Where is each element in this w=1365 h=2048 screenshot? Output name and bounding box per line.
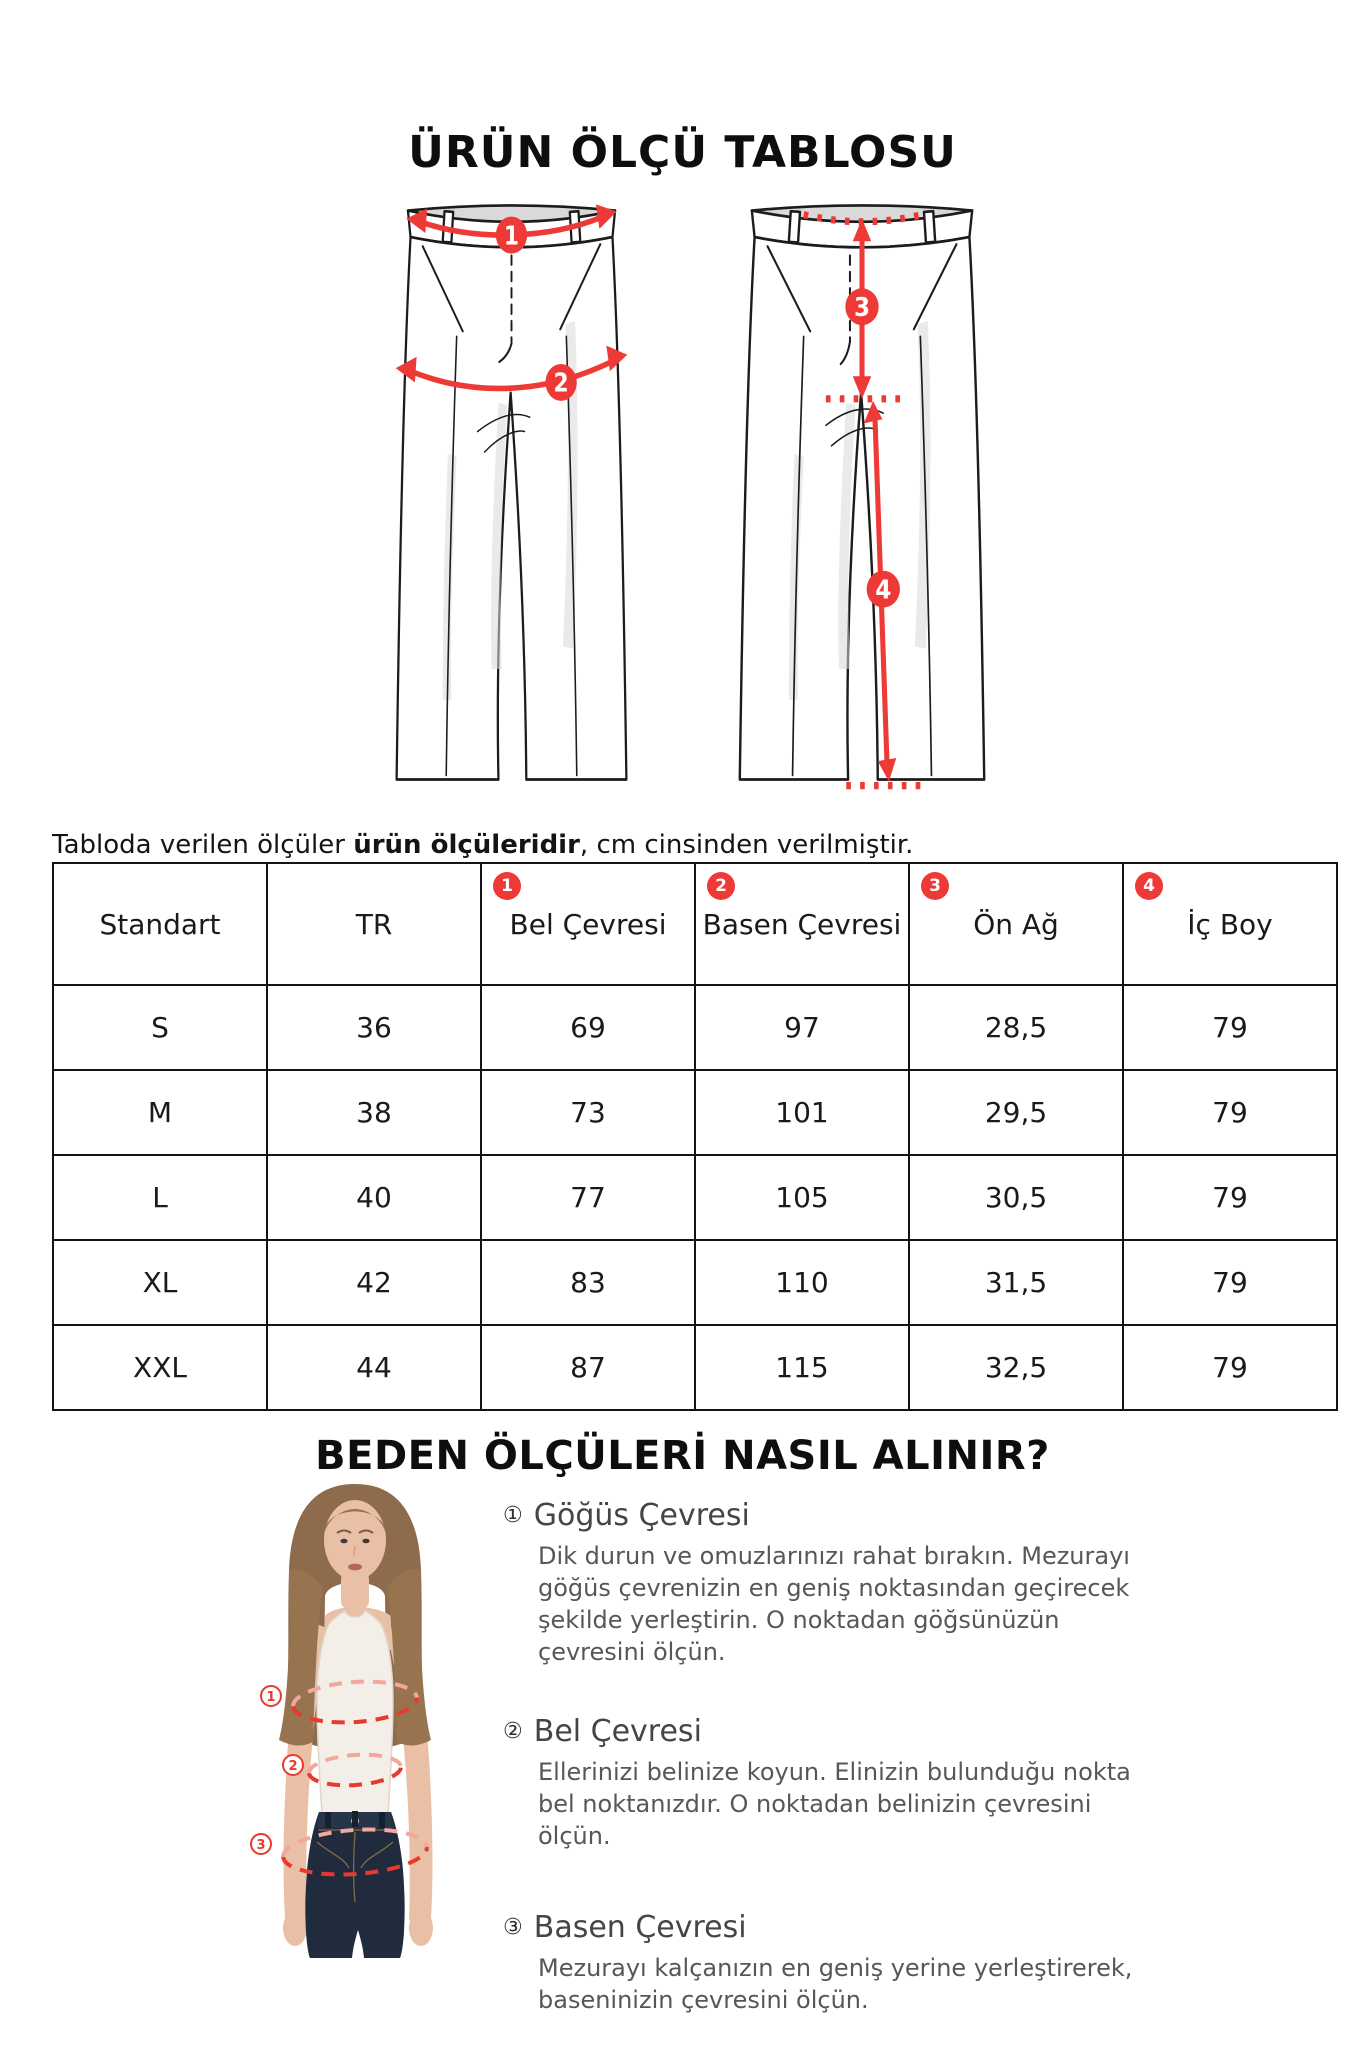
col-header-label: Basen Çevresi: [702, 907, 902, 941]
col-badge-3: 3: [921, 872, 949, 900]
measure-badge-3-label: 3: [853, 291, 871, 323]
col-header-basen-cevresi: [695, 863, 909, 985]
belt-loop: [924, 211, 935, 242]
figure-badge-2-label: 2: [288, 1759, 298, 1774]
guide-item-text: Ellerinizi belinize koyun. Elinizin bulunduğu nokta bel noktanızdır. O noktadan belinizin çevresini ölçün.: [538, 1758, 1131, 1850]
pants-diagram-front-right: [737, 188, 987, 802]
how-to-measure-title: BEDEN ÖLÇÜLERİ NASIL ALINIR?: [315, 1433, 1050, 1480]
col-badge-4: 4: [1135, 872, 1163, 900]
measure-badge-4-label: 4: [875, 574, 892, 605]
cell: 105: [695, 1155, 909, 1240]
measurement-note: [52, 830, 913, 860]
pants-body: [397, 237, 627, 779]
pants-diagram-front-left: [394, 188, 629, 802]
circled-number-3: ③: [503, 1914, 523, 1940]
cell: S: [53, 985, 267, 1070]
cell: 87: [481, 1325, 695, 1410]
table-row-m: [53, 1070, 1337, 1155]
cell: 77: [481, 1155, 695, 1240]
col-header-label: Ön Ağ: [973, 907, 1059, 941]
col-badge-1: 1: [493, 872, 521, 900]
cell: 36: [267, 985, 481, 1070]
note-prefix: Tabloda verilen ölçüler: [52, 830, 354, 860]
cell: 38: [267, 1070, 481, 1155]
cell: 32,5: [909, 1325, 1123, 1410]
cell: 79: [1123, 1325, 1337, 1410]
col-header-label: İç Boy: [1187, 907, 1273, 941]
cell: 79: [1123, 1155, 1337, 1240]
circled-number-1: ①: [503, 1502, 523, 1528]
guide-item-title: Basen Çevresi: [533, 1910, 747, 1945]
cell: 30,5: [909, 1155, 1123, 1240]
cell: 73: [481, 1070, 695, 1155]
measure-badge-1-label: 1: [503, 220, 520, 251]
pants-outline: [397, 205, 627, 779]
size-table: [52, 862, 1338, 1411]
guide-item-heading: [503, 1498, 1165, 1533]
eye: [362, 1539, 369, 1544]
guide-item-basen-cevresi: [503, 1910, 1165, 2016]
figure-badge-1-label: 1: [266, 1690, 276, 1705]
guide-item-text: Dik durun ve omuzlarınızı rahat bırakın. Mezurayı göğüs çevrenizin en geniş noktasından geçirecek şekilde yerleştirin. O noktadan göğsünüzün çevresini ölçün.: [538, 1542, 1130, 1666]
col-header-bel-cevresi: [481, 863, 695, 985]
note-suffix: , cm cinsinden verilmiştir.: [579, 830, 914, 860]
guide-item-gogus-cevresi: [503, 1498, 1165, 1668]
cell: 79: [1123, 985, 1337, 1070]
col-header-label: Bel Çevresi: [509, 907, 667, 941]
cell: 79: [1123, 1070, 1337, 1155]
guide-item-bel-cevresi: [503, 1714, 1165, 1852]
cell: XXL: [53, 1325, 267, 1410]
cell: L: [53, 1155, 267, 1240]
circled-number-2: ②: [503, 1718, 523, 1744]
lips: [348, 1564, 362, 1571]
figure-badge-3-label: 3: [256, 1838, 266, 1853]
cell: 79: [1123, 1240, 1337, 1325]
guide-item-title: Göğüs Çevresi: [533, 1498, 750, 1533]
cell: 101: [695, 1070, 909, 1155]
belt-loop: [789, 211, 800, 242]
cell: XL: [53, 1240, 267, 1325]
table-row-s: [53, 985, 1337, 1070]
size-table-header-row: [53, 863, 1337, 985]
cell: 31,5: [909, 1240, 1123, 1325]
guide-item-text: Mezurayı kalçanızın en geniş yerine yerleştirerek, baseninizin çevresini ölçün.: [538, 1954, 1133, 2014]
cell: M: [53, 1070, 267, 1155]
cell: 110: [695, 1240, 909, 1325]
model-photo: [233, 1478, 483, 1958]
cell: 44: [267, 1325, 481, 1410]
cell: 69: [481, 985, 695, 1070]
note-bold: ürün ölçüleridir: [353, 830, 580, 860]
col-header-label: Standart: [99, 907, 221, 941]
col-badge-2: 2: [707, 872, 735, 900]
page-title: ÜRÜN ÖLÇÜ TABLOSU: [408, 127, 957, 179]
measure-badge-2-label: 2: [553, 367, 569, 399]
cell: 40: [267, 1155, 481, 1240]
cell: 83: [481, 1240, 695, 1325]
cell: 97: [695, 985, 909, 1070]
guide-item-heading: [503, 1714, 1165, 1749]
cell: 42: [267, 1240, 481, 1325]
measure-guide: [503, 1498, 1165, 2048]
table-row-l: [53, 1155, 1337, 1240]
cell: 115: [695, 1325, 909, 1410]
table-row-xxl: [53, 1325, 1337, 1410]
table-row-xl: [53, 1240, 1337, 1325]
col-header-tr: [267, 863, 481, 985]
guide-item-heading: [503, 1910, 1165, 1945]
cell: 28,5: [909, 985, 1123, 1070]
tank-top: [317, 1611, 393, 1819]
col-header-ic-boy: [1123, 863, 1337, 985]
col-header-standart: [53, 863, 267, 985]
guide-item-title: Bel Çevresi: [533, 1714, 702, 1749]
col-header-label: TR: [355, 907, 393, 941]
eye: [340, 1539, 347, 1544]
cell: 29,5: [909, 1070, 1123, 1155]
col-header-on-ag: [909, 863, 1123, 985]
